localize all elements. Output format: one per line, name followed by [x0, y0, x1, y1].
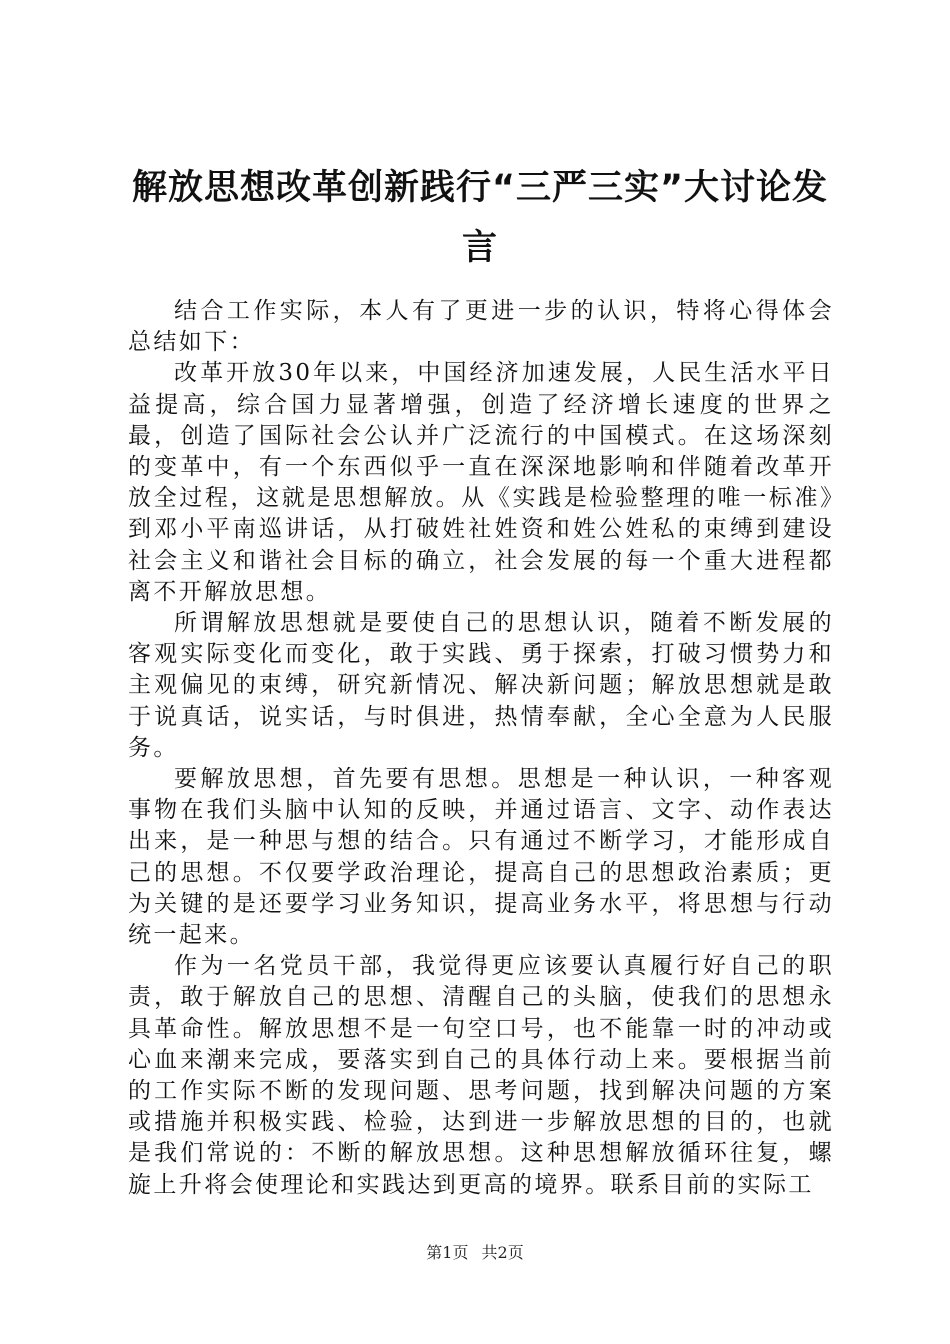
paragraph: 改革开放30年以来，中国经济加速发展，人民生活水平日益提高，综合国力显著增强，创造了经济增长速度的世界之最，创造了国际社会公认并广泛流行的中国模式。在这场深刻的变革中，有一个东西似乎一直在深深地影响和伴随着改革开放全过程，这就是思想解放。从《实践是检验整理的唯一标准》到邓小平南巡讲话，从打破姓社姓资和姓公姓私的束缚到建设社会主义和谐社会目标的确立，社会发展的每一个重大进程都离不开解放思想。: [128, 360, 834, 605]
document-title: 解放思想改革创新践行“三严三实”大讨论发言: [131, 168, 828, 268]
paragraph: 作为一名党员干部，我觉得更应该要认真履行好自己的职责，敢于解放自己的思想、清醒自己的头脑，使我们的思想永具革命性。解放思想不是一句空口号，也不能靠一时的冲动或心血来潮来完成，要落实到自己的具体行动上来。要根据当前的工作实际不断的发现问题、思考问题，找到解决问题的方案或措施并积极实践、检验，达到进一步解放思想的目的，也就是我们常说的：不断的解放思想。这种思想解放循环往复，螺旋上升将会使理论和实践达到更高的境界。联系目前的实际工: [128, 953, 834, 1198]
paragraph: 要解放思想，首先要有思想。思想是一种认识，一种客观事物在我们头脑中认知的反映，并通过语言、文字、动作表达出来，是一种思与想的结合。只有通过不断学习，才能形成自己的思想。不仅要学政治理论，提高自己的思想政治素质；更为关键的是还要学习业务知识，提高业务水平，将思想与行动统一起来。: [128, 766, 834, 949]
document-body: [128, 296, 834, 1201]
paragraph: 结合工作实际，本人有了更进一步的认识，特将心得体会总结如下：: [128, 298, 834, 356]
page-total: 共2页: [481, 1243, 524, 1262]
paragraph: 所谓解放思想就是要使自己的思想认识，随着不断发展的客观实际变化而变化，敢于实践、勇于探索，打破习惯势力和主观偏见的束缚，研究新情况、解决新问题；解放思想就是敢于说真话，说实话，与时俱进，热情奉献，全心全意为人民服务。: [128, 610, 834, 761]
page-number: 第1页: [426, 1243, 469, 1262]
page-footer: [0, 1243, 950, 1263]
